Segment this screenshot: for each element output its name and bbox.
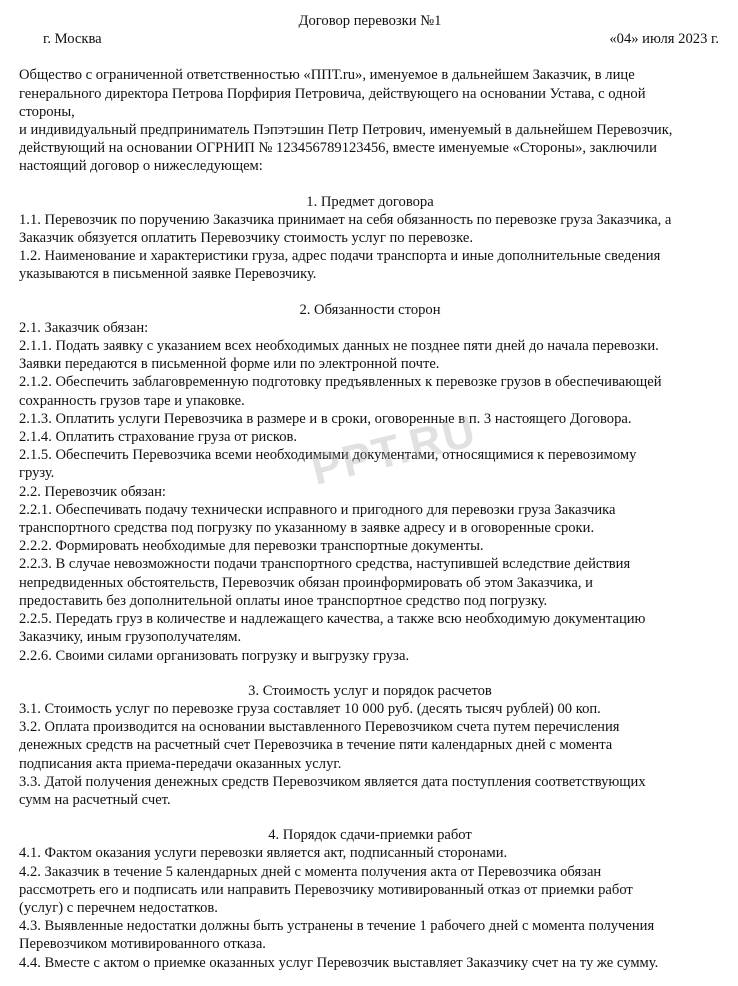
- section-line: 2.2.5. Передать груз в количестве и надлежащего качества, а также всю необходимую документацию: [19, 611, 646, 628]
- section-line: 3.3. Датой получения денежных средств Перевозчиком является дата поступления соответствующих: [19, 773, 646, 790]
- section-line: 2.1.2. Обеспечить заблаговременную подготовку предъявленных к перевозке грузов в обеспечивающей: [19, 374, 662, 391]
- section-heading: 3. Стоимость услуг и порядок расчетов: [248, 682, 492, 699]
- section-line: 4.3. Выявленные недостатки должны быть устранены в течение 1 рабочего дней с момента получения: [19, 918, 655, 935]
- section-line: подписания акта приема-передачи оказанных услуг.: [19, 755, 342, 772]
- section-line: предоставить без дополнительной оплаты иное транспортное средство под погрузку.: [19, 592, 548, 609]
- intro-line: стороны,: [19, 103, 75, 120]
- section-line: 3.1. Стоимость услуг по перевозке груза составляет 10 000 руб. (десять тысяч рублей) 00 коп.: [19, 700, 601, 717]
- section-line: непредвиденных обстоятельств, Перевозчик обязан проинформировать об этом Заказчика, и: [19, 574, 593, 591]
- section-line: 3.2. Оплата производится на основании выставленного Перевозчиком счета путем перечисления: [19, 719, 620, 736]
- spacer: [19, 176, 721, 193]
- intro-line: и индивидуальный предприниматель Пэпэтэшин Петр Петрович, именуемый в дальнейшем Перевозчик,: [19, 122, 673, 139]
- contract-date: «04» июля 2023 г.: [609, 31, 719, 48]
- spacer: [19, 665, 721, 682]
- intro-paragraph: [19, 66, 721, 175]
- section-line: 2.2.2. Формировать необходимые для перевозки транспортные документы.: [19, 538, 484, 555]
- section-line: 4.4. Вместе с актом о приемке оказанных услуг Перевозчик выставляет Заказчику счет на ту же сумму.: [19, 954, 659, 971]
- spacer: [19, 48, 721, 66]
- section-line: 2.2.6. Своими силами организовать погрузку и выгрузку груза.: [19, 647, 410, 664]
- section-heading: 4. Порядок сдачи-приемки работ: [268, 827, 472, 844]
- section-heading: 1. Предмет договора: [306, 193, 434, 210]
- section-line: 1.1. Перевозчик по поручению Заказчика принимает на себя обязанность по перевозке груза Заказчика, а: [19, 211, 672, 228]
- place-date-line: [19, 30, 721, 48]
- section-line: 2.1.1. Подать заявку с указанием всех необходимых данных не позднее пяти дней до начала перевозки.: [19, 338, 659, 355]
- section-line: 2.1. Заказчик обязан:: [19, 319, 149, 336]
- spacer: [19, 809, 721, 826]
- section-line: 2.2.1. Обеспечивать подачу технически исправного и пригодного для перевозки груза Заказчика: [19, 501, 616, 518]
- spacer: [19, 284, 721, 301]
- section-heading: 2. Обязанности сторон: [299, 301, 441, 318]
- section-line: рассмотреть его и подписать или направить Перевозчику мотивированный отказ от приемки работ: [19, 881, 633, 898]
- section-line: 2.2.3. В случае невозможности подачи транспортного средства, наступившей вследствие действия: [19, 556, 631, 573]
- watermark: PPT.RU: [306, 406, 482, 495]
- section-acceptance: [19, 826, 721, 972]
- intro-line: генерального директора Петрова Порфирия Петровича, действующего на основании Устава, с одной: [19, 85, 646, 102]
- section-line: Перевозчиком мотивированного отказа.: [19, 936, 266, 953]
- intro-line: Общество с ограниченной ответственностью «ППТ.ru», именуемое в дальнейшем Заказчик, в лице: [19, 67, 635, 84]
- section-payment: [19, 682, 721, 809]
- section-line: 2.1.5. Обеспечить Перевозчика всеми необходимыми документами, относящимися к перевозимому: [19, 447, 637, 464]
- section-line: Заявки передаются в письменной форме или по электронной почте.: [19, 356, 440, 373]
- city: г. Москва: [43, 31, 102, 48]
- intro-line: действующий на основании ОГРНИП № 123456789123456, вместе именуемые «Стороны», заключили: [19, 140, 657, 157]
- section-line: Заказчик обязуется оплатить Перевозчику стоимость услуг по перевозке.: [19, 230, 474, 247]
- section-obligations: [19, 301, 721, 665]
- section-line: денежных средств на расчетный счет Перевозчика в течение пяти календарных дней с момента: [19, 737, 613, 754]
- section-line: 2.1.4. Оплатить страхование груза от рисков.: [19, 429, 298, 446]
- section-line: транспортного средства под погрузку по указанному в заявке адресу и в оговоренные сроки.: [19, 520, 595, 537]
- section-line: (услуг) с перечнем недостатков.: [19, 899, 218, 916]
- section-subject: [19, 193, 721, 284]
- section-line: 2.2. Перевозчик обязан:: [19, 483, 166, 500]
- section-line: 4.2. Заказчик в течение 5 календарных дней с момента получения акта от Перевозчика обязан: [19, 863, 602, 880]
- section-line: грузу.: [19, 465, 55, 482]
- section-line: 2.1.3. Оплатить услуги Перевозчика в размере и в сроки, оговоренные в п. 3 настоящего Договора.: [19, 410, 632, 427]
- document-title: Договор перевозки №1: [298, 13, 442, 29]
- section-line: 1.2. Наименование и характеристики груза, адрес подачи транспорта и иные дополнительные сведения: [19, 248, 661, 265]
- intro-line: настоящий договор о нижеследующем:: [19, 158, 263, 175]
- contract-document: [19, 12, 721, 972]
- section-line: 4.1. Фактом оказания услуги перевозки является акт, подписанный сторонами.: [19, 845, 508, 862]
- section-line: сумм на расчетный счет.: [19, 791, 171, 808]
- section-line: указываются в письменной заявке Перевозчику.: [19, 266, 317, 283]
- section-line: сохранность грузов таре и упаковке.: [19, 392, 245, 409]
- section-line: Заказчику, иным грузополучателям.: [19, 629, 242, 646]
